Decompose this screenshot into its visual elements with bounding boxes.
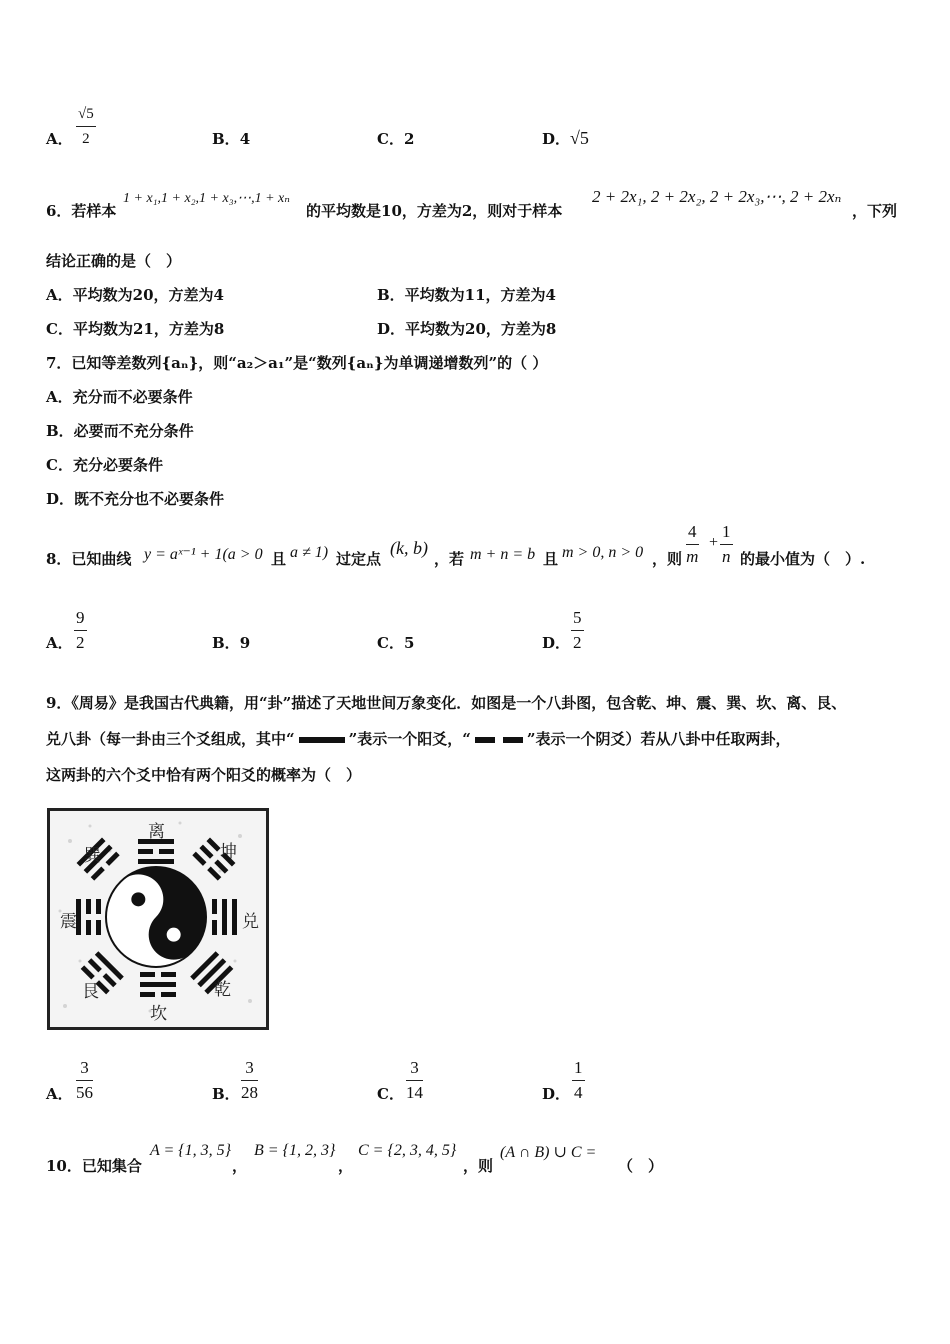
- q6-sample1: 1 + x₁,1 + x₂,1 + x₃,⋯,1 + xₙ: [123, 191, 290, 206]
- q8-if: ，若: [434, 550, 465, 568]
- q6-prefix: 6．若样本: [46, 202, 117, 220]
- q8-prefix: 8．已知曲线: [46, 550, 132, 568]
- q5-option-b-value: 4: [239, 130, 251, 148]
- q9-option-c-fraction: $\frac{3}{14}$: [406, 1058, 423, 1102]
- q9-option-c-label: C．: [377, 1085, 404, 1103]
- q5-option-c: C．2: [377, 130, 415, 148]
- q6-sample2: 2 + 2x₁, 2 + 2x₂, 2 + 2x₃,⋯, 2 + 2xₙ: [592, 187, 842, 206]
- yin-yang-icon: [103, 846, 227, 970]
- q10-suffix: （ ）: [618, 1157, 664, 1175]
- q8-then: ，则: [652, 550, 683, 568]
- q6-line2: 结论正确的是（ ）: [46, 252, 182, 270]
- q6-option-b: B．平均数为11，方差为4: [377, 286, 556, 304]
- q6-option-c: C．平均数为21，方差为8: [46, 320, 225, 338]
- q10-set-a: A = {1, 3, 5}: [150, 1142, 232, 1159]
- q8-option-d-fraction: $\frac{5}{2}$: [573, 608, 582, 652]
- trigram-label-kun: 坤: [220, 842, 237, 862]
- trigram-label-kan: 坎: [150, 1004, 167, 1024]
- q9-line3: 这两卦的六个爻中恰有两个阳爻的概率为（ ）: [46, 766, 362, 784]
- q9-option-b-label: B．: [212, 1085, 240, 1103]
- q8-fraction-1-over-n: $\frac{1}{n}$: [722, 522, 731, 566]
- q7-option-c: C．充分必要条件: [46, 456, 163, 474]
- q8-option-c-value: 5: [403, 634, 415, 652]
- q7-option-b: B．必要而不充分条件: [46, 422, 194, 440]
- q10-then: ，则: [463, 1157, 494, 1175]
- q9-option-a-label: A．: [46, 1085, 73, 1103]
- q5-option-a-label: A．: [46, 130, 73, 148]
- q5-option-b: B．4: [212, 130, 251, 148]
- q8-option-a-label: A．: [46, 634, 73, 652]
- trigram-li-icon: [138, 839, 174, 864]
- yin-line-icon: [475, 737, 523, 743]
- q5-option-d: D．√5: [542, 128, 589, 148]
- trigram-label-xun: 巽: [84, 846, 101, 866]
- q8-option-a-fraction: $\frac{9}{2}$: [76, 608, 85, 652]
- q8-curve: y = aˣ⁻¹ + 1(a > 0: [144, 546, 263, 563]
- q10-set-b: B = {1, 2, 3}: [254, 1142, 336, 1159]
- q8-plus: +: [709, 534, 719, 551]
- trigram-label-gen: 艮: [82, 982, 99, 1002]
- trigram-zhen-icon: [76, 899, 101, 935]
- q8-passes: 过定点: [336, 550, 382, 568]
- q10-expression: (A ∩ B) ∪ C =: [500, 1144, 597, 1161]
- bagua-figure: [47, 808, 269, 1030]
- trigram-label-zhen: 震: [60, 912, 77, 932]
- q9-option-a-fraction: $\frac{3}{56}$: [76, 1058, 93, 1102]
- q8-and2: 且: [543, 550, 559, 568]
- q6-suffix: ，下列: [852, 202, 898, 220]
- q9-option-b-fraction: $\frac{3}{28}$: [241, 1058, 258, 1102]
- trigram-label-dui: 兑: [242, 912, 259, 932]
- q10-set-c: C = {2, 3, 4, 5}: [358, 1142, 457, 1159]
- trigram-kan-icon: [140, 972, 176, 997]
- q5-option-c-value: 2: [403, 130, 415, 148]
- q5-option-a-numerator: √5: [76, 104, 96, 127]
- q9-line2: 兑八卦（每一卦由三个爻组成，其中“ ”表示一个阳爻，“ ”表示一个阴爻）若从八卦中任取两卦，: [46, 730, 791, 748]
- q8-equation: m + n = b: [470, 546, 536, 563]
- q10-prefix: 10．已知集合: [46, 1157, 142, 1175]
- q6-stem: [46, 200, 116, 221]
- q10-sep1: ，: [232, 1157, 248, 1175]
- q7-option-a: A．充分而不必要条件: [46, 388, 193, 406]
- trigram-label-qian: 乾: [214, 980, 231, 1000]
- trigram-label-li: 离: [148, 822, 165, 842]
- q6-middle: 的平均数是10，方差为2，则对于样本: [306, 202, 563, 220]
- q8-option-b: B．9: [212, 634, 251, 652]
- q9-option-d-label: D．: [542, 1085, 571, 1103]
- q8-option-b-value: 9: [239, 634, 251, 652]
- q5-option-a-fraction: [76, 104, 96, 149]
- q9-line1: 9．《周易》是我国古代典籍，用“卦”描述了天地世间万象变化．如图是一个八卦图，包含乾、坤、震、巽、坎、离、艮、: [46, 694, 847, 712]
- q8-condition: a ≠ 1): [290, 544, 329, 561]
- q8-and1: 且: [271, 550, 287, 568]
- q9-option-d-fraction: $\frac{1}{4}$: [574, 1058, 583, 1102]
- q5-option-d-value: √5: [570, 128, 589, 148]
- q5-option-a-denominator: 2: [82, 131, 90, 147]
- q8-point: (k, b): [390, 538, 428, 558]
- q8-condition2: m > 0, n > 0: [562, 544, 644, 561]
- yang-line-icon: [299, 737, 345, 743]
- q8-option-c: C．5: [377, 634, 415, 652]
- q7-stem: 7．已知等差数列{aₙ}，则“a₂＞a₁”是“数列{aₙ}为单调递增数列”的（ ）: [46, 354, 548, 372]
- q6-option-a: A．平均数为20，方差为4: [46, 286, 224, 304]
- q7-option-d: D．既不充分也不必要条件: [46, 490, 225, 508]
- q8-suffix: 的最小值为（ ）.: [740, 550, 866, 568]
- q6-option-d: D．平均数为20，方差为8: [377, 320, 557, 338]
- q8-option-d-label: D．: [542, 634, 571, 652]
- q10-sep2: ，: [338, 1157, 354, 1175]
- q8-fraction-4-over-m: $\frac{4}{m}$: [686, 522, 699, 566]
- trigram-dui-icon: [212, 899, 237, 935]
